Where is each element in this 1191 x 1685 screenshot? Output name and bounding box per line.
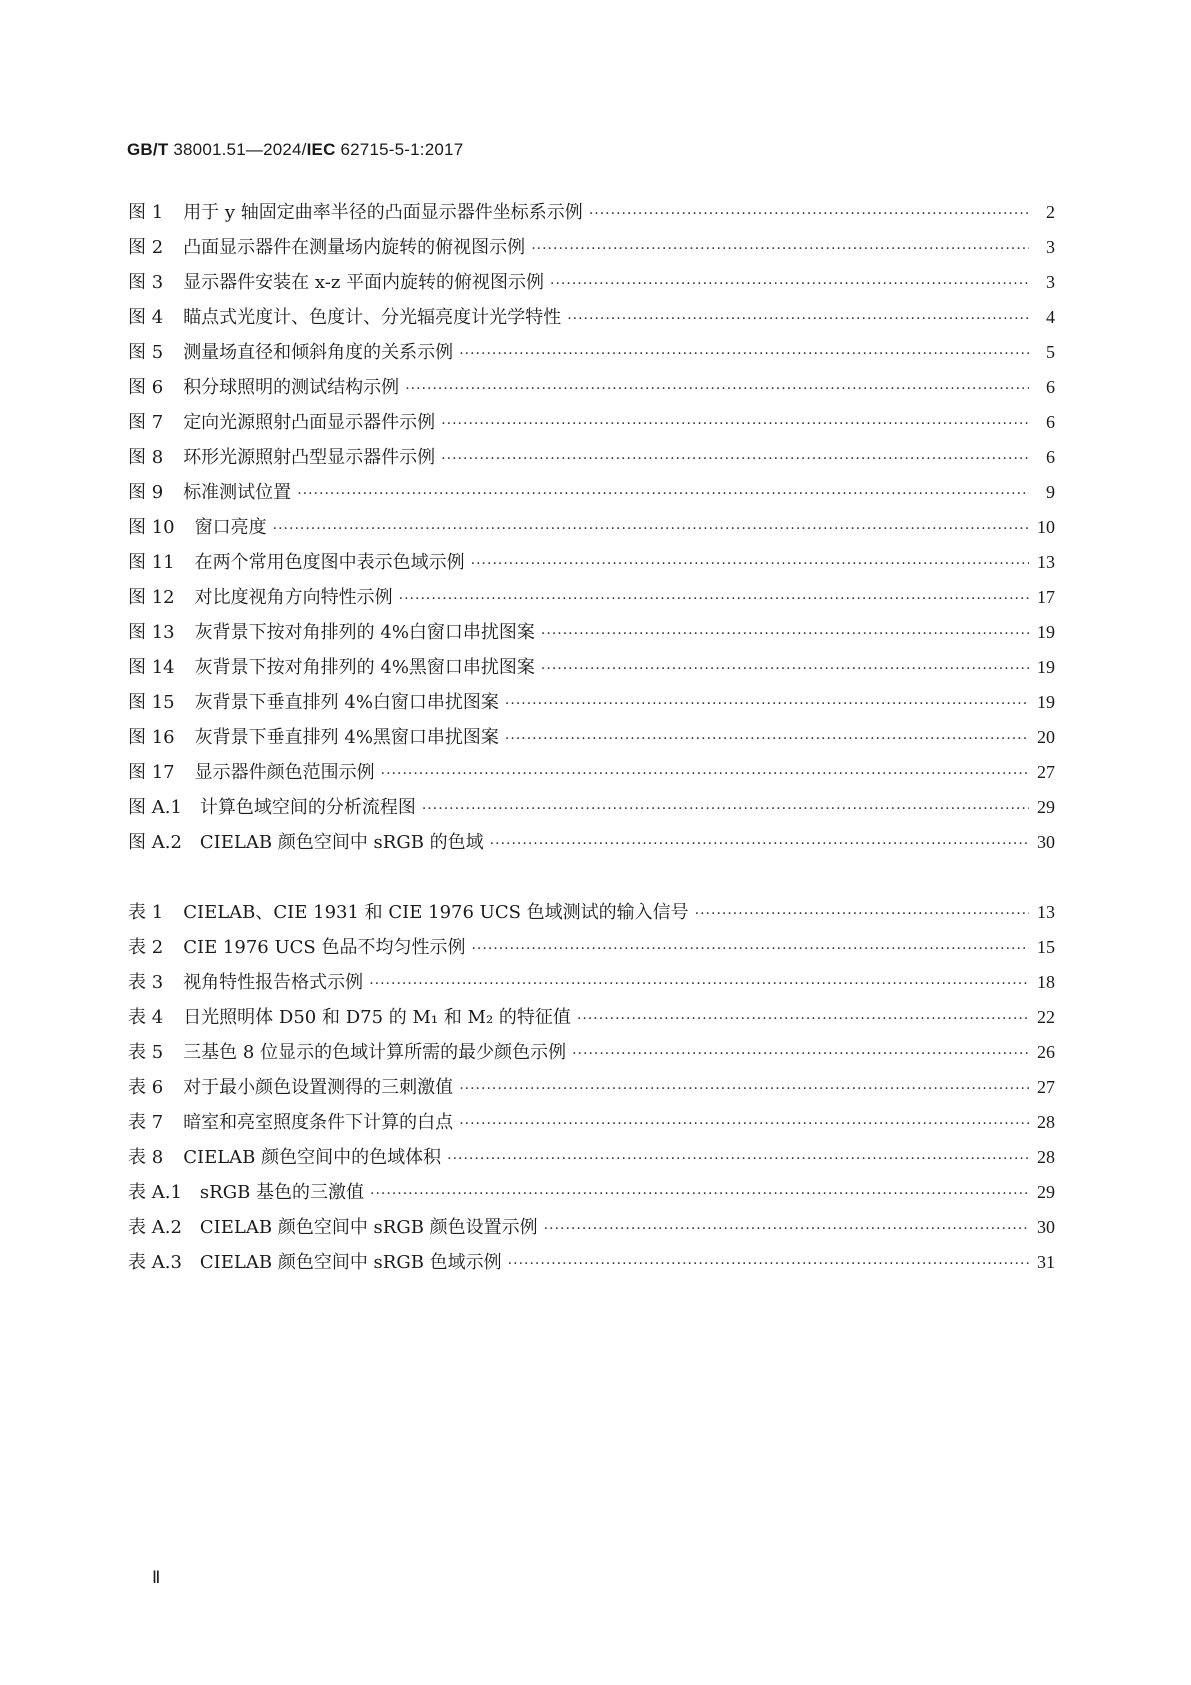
figure-page-number: 17 bbox=[1037, 587, 1055, 607]
table-title: 对于最小颜色设置测得的三刺激值 bbox=[183, 1077, 454, 1098]
leader-dots bbox=[471, 932, 1029, 967]
figure-label: 图 2 bbox=[128, 237, 164, 258]
figure-page-number: 19 bbox=[1037, 657, 1055, 677]
figure-page-number: 2 bbox=[1046, 202, 1055, 222]
table-title: CIE 1976 UCS 色品不均匀性示例 bbox=[183, 937, 466, 958]
figure-entry[interactable] bbox=[128, 825, 1055, 860]
leader-dots bbox=[441, 407, 1029, 442]
standard-code-number: 38001.51—2024/ bbox=[173, 140, 307, 159]
table-title: CIELAB 颜色空间中 sRGB 颜色设置示例 bbox=[199, 1217, 538, 1238]
table-label: 表 2 bbox=[128, 937, 164, 958]
table-entry[interactable] bbox=[128, 895, 1055, 930]
figure-page-number: 3 bbox=[1046, 237, 1055, 257]
table-page-number: 30 bbox=[1037, 1217, 1055, 1237]
figure-entry[interactable] bbox=[128, 720, 1055, 755]
leader-dots bbox=[577, 1002, 1029, 1037]
leader-dots bbox=[505, 722, 1029, 757]
table-title: 暗室和亮室照度条件下计算的白点 bbox=[183, 1112, 454, 1133]
figure-label: 图 12 bbox=[128, 587, 175, 608]
figure-entry[interactable] bbox=[128, 195, 1055, 230]
figure-entry[interactable] bbox=[128, 790, 1055, 825]
figure-page-number: 5 bbox=[1046, 342, 1055, 362]
table-label: 表 6 bbox=[128, 1077, 164, 1098]
figure-title: 窗口亮度 bbox=[194, 517, 267, 538]
figure-page-number: 4 bbox=[1046, 307, 1055, 327]
figure-label: 图 3 bbox=[128, 272, 164, 293]
table-page-number: 26 bbox=[1037, 1042, 1055, 1062]
figure-entry[interactable] bbox=[128, 580, 1055, 615]
figure-entry[interactable] bbox=[128, 335, 1055, 370]
figure-page-number: 13 bbox=[1037, 552, 1055, 572]
table-label: 表 A.3 bbox=[128, 1252, 182, 1273]
figure-entry[interactable] bbox=[128, 230, 1055, 265]
figure-title: 显示器件颜色范围示例 bbox=[194, 762, 375, 783]
figure-label: 图 8 bbox=[128, 447, 164, 468]
figure-entry[interactable] bbox=[128, 475, 1055, 510]
figure-title: 瞄点式光度计、色度计、分光辐亮度计光学特性 bbox=[183, 307, 562, 328]
table-label: 表 1 bbox=[128, 902, 164, 923]
leader-dots bbox=[589, 197, 1029, 232]
leader-dots bbox=[441, 442, 1029, 477]
figure-page-number: 10 bbox=[1037, 517, 1055, 537]
figure-list bbox=[128, 195, 1055, 860]
table-page-number: 13 bbox=[1037, 902, 1055, 922]
standard-code-gbt: GB/T bbox=[127, 140, 169, 159]
table-title: CIELAB 颜色空间中 sRGB 色域示例 bbox=[199, 1252, 502, 1273]
table-entry[interactable] bbox=[128, 1105, 1055, 1140]
figure-page-number: 6 bbox=[1046, 377, 1055, 397]
table-label: 表 8 bbox=[128, 1147, 164, 1168]
leader-dots bbox=[471, 547, 1029, 582]
leader-dots bbox=[567, 302, 1029, 337]
figure-label: 图 7 bbox=[128, 412, 164, 433]
table-entry[interactable] bbox=[128, 1210, 1055, 1245]
standard-code-iec-number: 62715-5-1:2017 bbox=[340, 140, 464, 159]
table-entry[interactable] bbox=[128, 1000, 1055, 1035]
leader-dots bbox=[572, 1037, 1029, 1072]
figure-page-number: 9 bbox=[1046, 482, 1055, 502]
table-page-number: 28 bbox=[1037, 1147, 1055, 1167]
figure-title: 定向光源照射凸面显示器件示例 bbox=[183, 412, 436, 433]
figure-title: 计算色域空间的分析流程图 bbox=[199, 797, 416, 818]
figure-page-number: 3 bbox=[1046, 272, 1055, 292]
figure-entry[interactable] bbox=[128, 545, 1055, 580]
table-page-number: 31 bbox=[1037, 1252, 1055, 1272]
figure-label: 图 11 bbox=[128, 552, 175, 573]
figure-page-number: 6 bbox=[1046, 447, 1055, 467]
figure-entry[interactable] bbox=[128, 755, 1055, 790]
figure-title: 在两个常用色度图中表示色域示例 bbox=[194, 552, 465, 573]
figure-title: 测量场直径和倾斜角度的关系示例 bbox=[183, 342, 454, 363]
table-entry[interactable] bbox=[128, 1070, 1055, 1105]
figure-page-number: 6 bbox=[1046, 412, 1055, 432]
table-title: 视角特性报告格式示例 bbox=[183, 972, 364, 993]
leader-dots bbox=[422, 792, 1029, 827]
table-label: 表 A.1 bbox=[128, 1182, 182, 1203]
figure-title: CIELAB 颜色空间中 sRGB 的色域 bbox=[199, 832, 484, 853]
figure-title: 标准测试位置 bbox=[183, 482, 292, 503]
document-header bbox=[127, 140, 463, 160]
figure-page-number: 30 bbox=[1037, 832, 1055, 852]
table-page-number: 29 bbox=[1037, 1182, 1055, 1202]
table-label: 表 7 bbox=[128, 1112, 164, 1133]
figure-label: 图 17 bbox=[128, 762, 175, 783]
table-title: sRGB 基色的三激值 bbox=[199, 1182, 365, 1203]
figure-label: 图 A.1 bbox=[128, 797, 182, 818]
leader-dots bbox=[550, 267, 1029, 302]
leader-dots bbox=[508, 1247, 1029, 1282]
page-number: Ⅱ bbox=[152, 1568, 161, 1587]
figure-page-number: 19 bbox=[1037, 692, 1055, 712]
leader-dots bbox=[381, 757, 1029, 792]
leader-dots bbox=[405, 372, 1029, 407]
figure-label: 图 4 bbox=[128, 307, 164, 328]
figure-entry[interactable] bbox=[128, 650, 1055, 685]
figure-entry[interactable] bbox=[128, 615, 1055, 650]
figure-label: 图 A.2 bbox=[128, 832, 182, 853]
figure-page-number: 19 bbox=[1037, 622, 1055, 642]
figure-entry[interactable] bbox=[128, 300, 1055, 335]
standard-code-iec: IEC bbox=[306, 140, 336, 159]
leader-dots bbox=[695, 897, 1029, 932]
leader-dots bbox=[273, 512, 1029, 547]
table-title: CIELAB、CIE 1931 和 CIE 1976 UCS 色域测试的输入信号 bbox=[183, 902, 689, 923]
table-label: 表 4 bbox=[128, 1007, 164, 1028]
figure-entry[interactable] bbox=[128, 510, 1055, 545]
figure-label: 图 9 bbox=[128, 482, 164, 503]
leader-dots bbox=[447, 1142, 1029, 1177]
table-page-number: 22 bbox=[1037, 1007, 1055, 1027]
figure-page-number: 20 bbox=[1037, 727, 1055, 747]
table-entry[interactable] bbox=[128, 965, 1055, 1000]
table-entry[interactable] bbox=[128, 1035, 1055, 1070]
leader-dots bbox=[369, 967, 1029, 1002]
figure-page-number: 29 bbox=[1037, 797, 1055, 817]
leader-dots bbox=[541, 652, 1029, 687]
figure-entry[interactable] bbox=[128, 440, 1055, 475]
figure-label: 图 6 bbox=[128, 377, 164, 398]
table-page-number: 28 bbox=[1037, 1112, 1055, 1132]
figure-title: 用于 y 轴固定曲率半径的凸面显示器件坐标系示例 bbox=[183, 202, 583, 223]
table-title: CIELAB 颜色空间中的色域体积 bbox=[183, 1147, 442, 1168]
figure-entry[interactable] bbox=[128, 370, 1055, 405]
table-label: 表 A.2 bbox=[128, 1217, 182, 1238]
table-entry[interactable] bbox=[128, 930, 1055, 965]
figure-label: 图 14 bbox=[128, 657, 175, 678]
figure-label: 图 1 bbox=[128, 202, 164, 223]
leader-dots bbox=[399, 582, 1029, 617]
leader-dots bbox=[459, 337, 1029, 372]
leader-dots bbox=[541, 617, 1029, 652]
table-list bbox=[128, 895, 1055, 1280]
leader-dots bbox=[459, 1107, 1029, 1142]
figure-label: 图 10 bbox=[128, 517, 175, 538]
leader-dots bbox=[490, 827, 1029, 862]
table-entry[interactable] bbox=[128, 1140, 1055, 1175]
figure-entry[interactable] bbox=[128, 685, 1055, 720]
table-page-number: 27 bbox=[1037, 1077, 1055, 1097]
leader-dots bbox=[505, 687, 1029, 722]
table-entry[interactable] bbox=[128, 1245, 1055, 1280]
leader-dots bbox=[459, 1072, 1029, 1107]
table-label: 表 5 bbox=[128, 1042, 164, 1063]
figure-title: 灰背景下按对角排列的 4%黑窗口串扰图案 bbox=[194, 657, 535, 678]
table-entry[interactable] bbox=[128, 1175, 1055, 1210]
figure-label: 图 15 bbox=[128, 692, 175, 713]
figure-title: 灰背景下按对角排列的 4%白窗口串扰图案 bbox=[194, 622, 535, 643]
figure-page-number: 27 bbox=[1037, 762, 1055, 782]
figure-title: 显示器件安装在 x-z 平面内旋转的俯视图示例 bbox=[183, 272, 545, 293]
figure-entry[interactable] bbox=[128, 265, 1055, 300]
figure-label: 图 5 bbox=[128, 342, 164, 363]
leader-dots bbox=[370, 1177, 1029, 1212]
leader-dots bbox=[531, 232, 1029, 267]
figure-title: 灰背景下垂直排列 4%黑窗口串扰图案 bbox=[194, 727, 499, 748]
figure-label: 图 16 bbox=[128, 727, 175, 748]
leader-dots bbox=[544, 1212, 1029, 1247]
figure-title: 灰背景下垂直排列 4%白窗口串扰图案 bbox=[194, 692, 499, 713]
figure-title: 凸面显示器件在测量场内旋转的俯视图示例 bbox=[183, 237, 526, 258]
table-page-number: 18 bbox=[1037, 972, 1055, 992]
table-title: 三基色 8 位显示的色域计算所需的最少颜色示例 bbox=[183, 1042, 567, 1063]
figure-title: 对比度视角方向特性示例 bbox=[194, 587, 393, 608]
figure-title: 积分球照明的测试结构示例 bbox=[183, 377, 400, 398]
figure-title: 环形光源照射凸型显示器件示例 bbox=[183, 447, 436, 468]
table-page-number: 15 bbox=[1037, 937, 1055, 957]
leader-dots bbox=[297, 477, 1029, 512]
table-label: 表 3 bbox=[128, 972, 164, 993]
figure-label: 图 13 bbox=[128, 622, 175, 643]
figure-entry[interactable] bbox=[128, 405, 1055, 440]
table-title: 日光照明体 D50 和 D75 的 M₁ 和 M₂ 的特征值 bbox=[183, 1007, 571, 1028]
